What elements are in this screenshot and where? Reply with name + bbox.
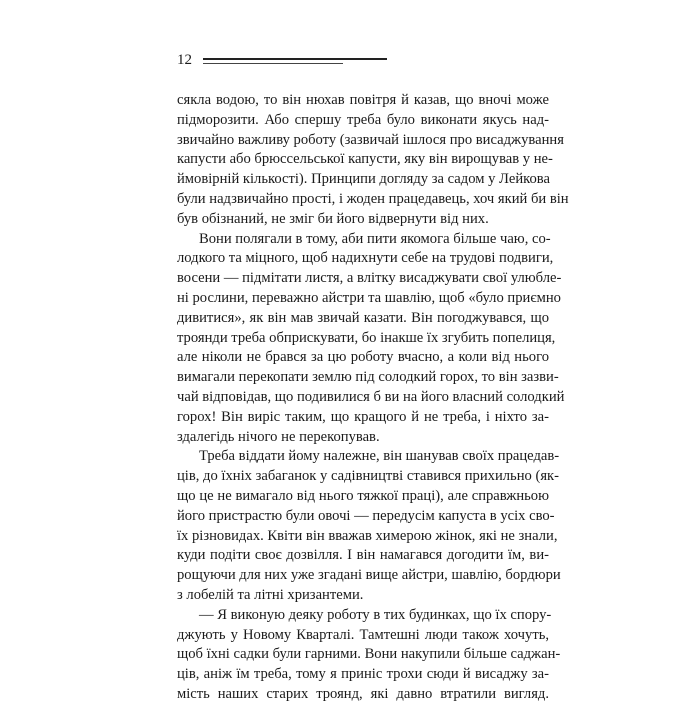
header-rule-thin [203, 63, 343, 64]
paragraph [177, 606, 561, 705]
header-rule-thick [203, 58, 387, 60]
text-line: троянди треба обприскувати, бо інакше їх згубить попелиця, [177, 329, 556, 346]
text-line: лодкого та міцного, щоб надихнути себе на трудові подвиги, [177, 250, 554, 267]
paragraph [177, 91, 569, 230]
text-line: мість наших старих троянд, які давно втратили вигляд. [177, 685, 549, 702]
text-line: джують у Новому Кварталі. Тамтешні люди також хочуть, [177, 626, 549, 643]
text-line: горох! Він виріс таким, що кращого й не треба, і ніхто за- [177, 408, 549, 425]
text-line: що це не вимагало від нього тяжкої праці), але справжньою [177, 487, 549, 504]
text-line: дивитися», як він мав звичай казати. Він погоджувався, що [177, 309, 549, 326]
text-line: звичайно важливу роботу (зазвичай ішлося про висаджування [177, 131, 564, 148]
text-line: Вони полягали в тому, аби пити якомога більше чаю, со- [199, 230, 551, 247]
text-line: чай відповідав, що подивилися б ви на його власний солодкий [177, 388, 565, 405]
text-line: підморозити. Або спершу треба було виконати якусь над- [177, 111, 549, 128]
text-line: сякла водою, то він нюхав повітря й казав, що вночі може [177, 92, 549, 108]
text-line: восени — підмітати листя, а влітку висаджувати свої улюбле- [177, 270, 562, 287]
text-line: ців, до їхніх забаганок у садівництві ставився прихильно (як- [177, 468, 559, 485]
text-line: були надзвичайно прості, і жоден працедавець, хоч який би він [177, 190, 569, 207]
text-line: куди подіти своє дозвілля. І він намагався догодити їм, ви- [177, 547, 549, 564]
text-line: з лобелій та літні хризантеми. [177, 586, 364, 603]
text-line: рощуючи для них уже згадані вище айстри, шавлію, бордюри [177, 567, 561, 584]
text-line: — Я виконую деяку роботу в тих будинках, що їх спору- [199, 606, 552, 623]
body-text [177, 91, 569, 705]
text-line: Треба віддати йому належне, він шанував своїх працедав- [199, 448, 560, 465]
text-line: був обізнаний, не зміг би його відвернути від них. [177, 210, 489, 227]
text-line: щоб їхні садки були гарними. Вони накупили більше саджан- [177, 646, 561, 663]
text-line: але ніколи не брався за цю роботу вчасно, а коли від нього [177, 349, 549, 366]
paragraph [177, 447, 561, 605]
paragraph [177, 230, 565, 448]
text-line: ймовірній кількості). Принципи догляду за садом у Лейкова [177, 171, 550, 188]
text-line: вимагали перекопати землю під солодкий горох, то він зазви- [177, 369, 559, 386]
text-line: капусти або брюссельської капусти, яку він вирощував у не- [177, 151, 553, 168]
text-line: здалегідь нічого не перекопував. [177, 428, 380, 445]
text-line: їх різновидах. Квіти він вважав химерою жінок, які не знали, [177, 527, 558, 544]
text-line: ні рослини, переважно айстри та шавлію, щоб «було приємно [177, 289, 561, 306]
page-number: 12 [177, 52, 192, 68]
page-header [177, 50, 387, 72]
text-line: його пристрастю були овочі — передусім капуста в усіх сво- [177, 507, 555, 524]
text-line: ців, аніж їм треба, тому я приніс трохи сюди й висаджу за- [177, 666, 549, 683]
